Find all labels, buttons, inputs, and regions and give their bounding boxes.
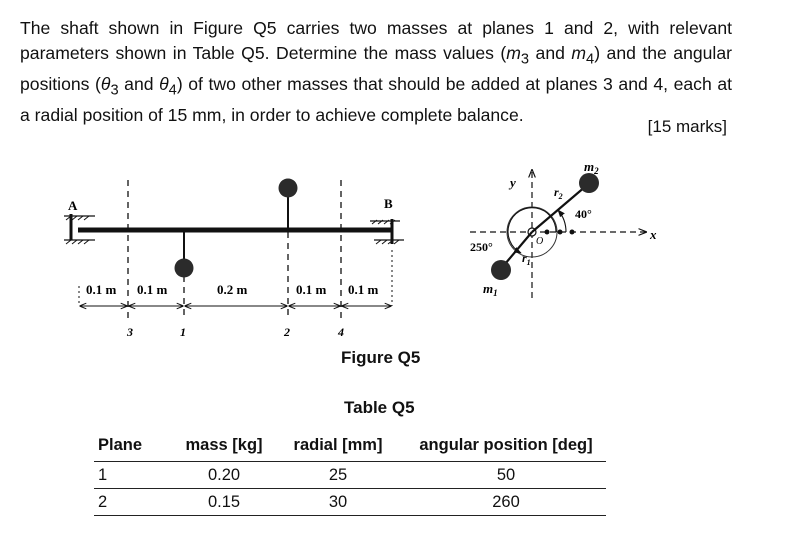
cell-angle: 260 <box>492 493 520 511</box>
label-m2: m <box>584 159 595 174</box>
label-40: 40° <box>575 207 592 221</box>
cell-plane: 1 <box>98 466 108 484</box>
dim-label: 0.1 m <box>137 282 168 297</box>
label-b: B <box>384 196 393 211</box>
label-r2-sub: 2 <box>558 192 563 201</box>
x-axis-dots <box>545 230 575 235</box>
symbol-m3: m <box>506 42 521 63</box>
mass-m2-end <box>579 173 599 193</box>
label-y: y <box>510 175 516 190</box>
header-angle: angular position [deg] <box>419 436 593 454</box>
table-header-row <box>94 433 606 461</box>
svg-text:r2 <box>554 185 563 201</box>
symbol-theta4: θ <box>159 73 169 94</box>
plane-label-1: 1 <box>180 325 186 339</box>
symbol-sub: 4 <box>586 51 595 68</box>
figure-caption: Figure Q5 <box>341 348 421 367</box>
symbol-sub: 3 <box>520 51 530 68</box>
svg-text:m1 <box>483 281 498 298</box>
dim-label: 0.2 m <box>217 282 248 297</box>
table-caption: Table Q5 <box>344 398 415 417</box>
mass-plane-2 <box>279 179 298 198</box>
cell-angle: 50 <box>496 466 516 484</box>
symbol-sub: 4 <box>168 82 177 99</box>
table-q5 <box>94 433 606 516</box>
marks-label: [15 marks] <box>647 117 727 136</box>
end-lines <box>79 250 392 306</box>
plane-lines <box>128 180 341 318</box>
symbol-sub: 3 <box>110 82 119 99</box>
label-o: O <box>536 236 544 247</box>
question-part: and <box>118 73 160 94</box>
svg-text:r1 <box>522 251 531 267</box>
cell-mass: 0.15 <box>207 493 241 511</box>
angle-arc-40 <box>558 210 566 232</box>
symbol-theta3: θ <box>100 73 111 94</box>
label-m1-sub: 1 <box>493 288 498 298</box>
plane-label-3: 3 <box>127 325 133 339</box>
cell-radial: 30 <box>328 493 348 511</box>
header-radial: radial [mm] <box>293 436 383 454</box>
dim-label: 0.1 m <box>348 282 379 297</box>
symbol-m4: m <box>571 42 587 63</box>
label-250: 250° <box>470 240 493 254</box>
table-row <box>94 461 606 488</box>
plane-label-4: 4 <box>338 325 344 339</box>
question-part: and <box>529 42 572 63</box>
label-a: A <box>68 198 78 213</box>
question-part: ) and the angular positions ( <box>20 42 732 94</box>
header-mass: mass [kg] <box>185 436 263 454</box>
mass-m1-end <box>491 260 511 280</box>
plane-label-2: 2 <box>284 325 290 339</box>
label-x: x <box>650 227 657 242</box>
table-row <box>94 488 606 516</box>
cell-mass: 0.20 <box>207 466 241 484</box>
label-m1: m <box>483 281 494 296</box>
question-part: The shaft shown in Figure Q5 carries two masses at planes 1 and 2, with relevant parameters shown in Table Q5. Determine the mass values ( <box>20 18 732 63</box>
dim-label: 0.1 m <box>296 282 327 297</box>
header-plane: Plane <box>98 436 143 454</box>
cell-plane: 2 <box>98 493 108 511</box>
svg-text:m2 <box>584 159 599 176</box>
label-m2-sub: 2 <box>594 166 599 176</box>
cell-radial: 25 <box>328 466 348 484</box>
label-r2: r <box>554 185 559 199</box>
label-r1-sub: 1 <box>526 258 531 267</box>
label-r1: r <box>522 251 527 265</box>
question-part: ) of two other masses that should be added at planes 3 and 4, each at a radial position of 15 mm, in order to achieve complete balance. <box>20 73 733 125</box>
mass-plane-1 <box>175 259 194 278</box>
dim-label: 0.1 m <box>86 282 117 297</box>
